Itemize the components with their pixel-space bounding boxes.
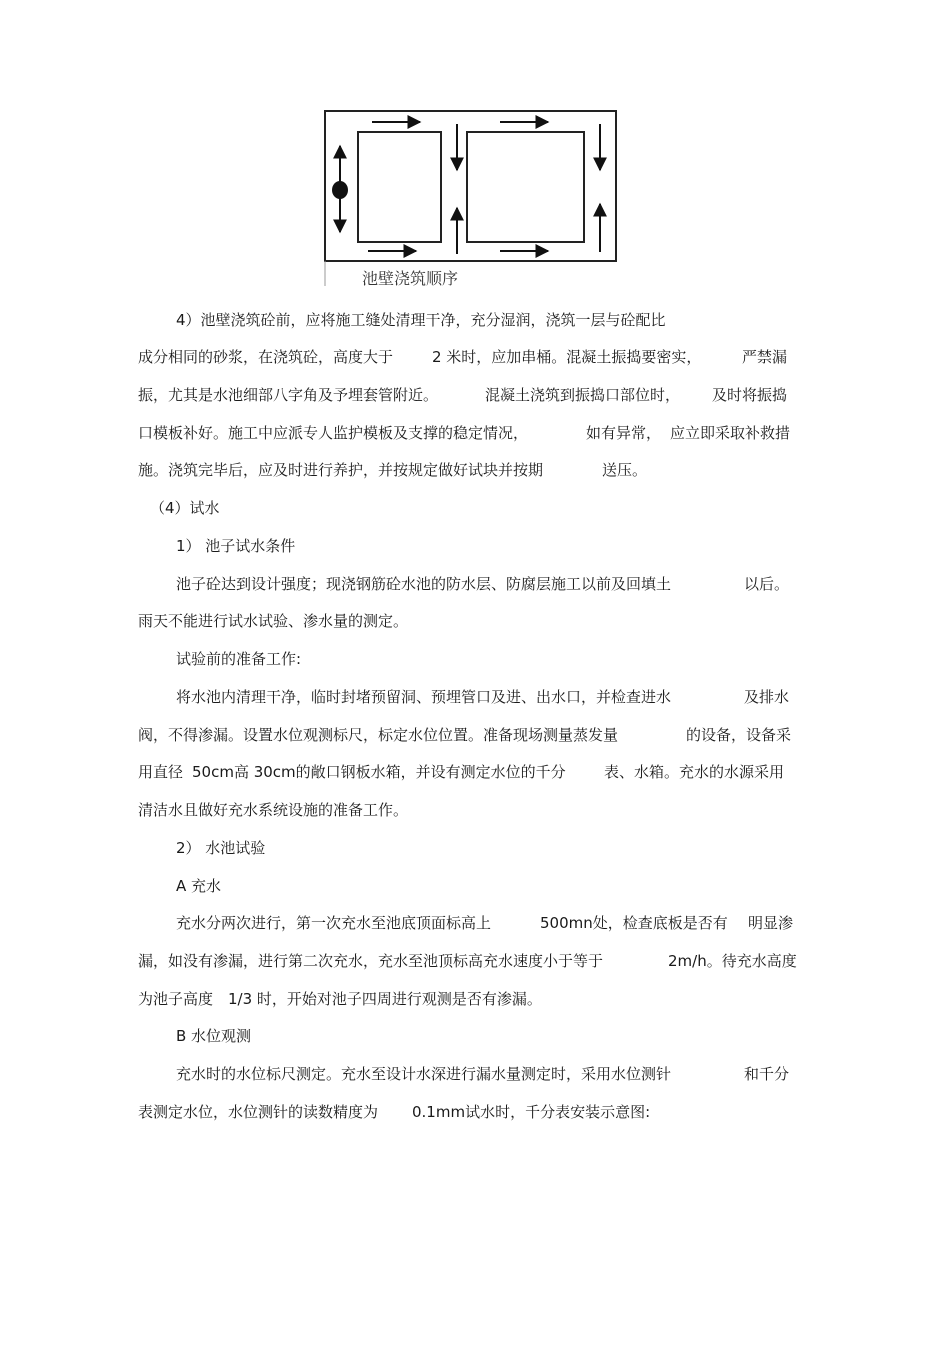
text-segment: 2m/h。待充水高度 [668, 952, 797, 970]
text-segment: （4）试水 [150, 499, 220, 517]
text-segment: 以后。 [744, 575, 790, 593]
text-segment: 1/3 时，开始对池子四周进行观测是否有渗漏。 [228, 990, 542, 1008]
text-segment: 表测定水位，水位测针的读数精度为 [138, 1103, 379, 1121]
text-segment: 及排水 [744, 688, 790, 706]
text-segment: 池子砼达到设计强度；现浇钢筋砼水池的防水层、防腐层施工以前及回填土 [176, 575, 672, 593]
text-segment: 振，尤其是水池细部八字角及予埋套管附近。 [138, 386, 439, 404]
text-segment: 漏，如没有渗漏，进行第二次充水，充水至池顶标高充水速度小于等于 [138, 952, 604, 970]
text-segment: 送压。 [602, 461, 648, 479]
text-segment: 口模板补好。施工中应派专人监护模板及支撑的稳定情况， [138, 424, 529, 442]
text-segment: 1） 池子试水条件 [176, 537, 296, 555]
text-segment: 2 米时，应加串桶。混凝土振捣要密实， [432, 348, 702, 366]
text-segment: 充水时的水位标尺测定。充水至设计水深进行漏水量测定时，采用水位测针 [176, 1065, 672, 1083]
text-segment: 阀，不得渗漏。设置水位观测标尺，标定水位位置。准备现场测量蒸发量 [138, 726, 619, 744]
start-point-dot [332, 181, 348, 199]
text-segment: 2） 水池试验 [176, 839, 266, 857]
text-segment: 4）池壁浇筑砼前，应将施工缝处清理干净，充分湿润，浇筑一层与砼配比 [176, 311, 666, 329]
text-segment: 和千分 [744, 1065, 790, 1083]
text-segment: 充水分两次进行，第一次充水至池底顶面标高上 [176, 914, 492, 932]
text-segment: 明显渗 [748, 914, 794, 932]
text-segment: 及时将振捣 [712, 386, 788, 404]
text-segment: 清洁水且做好充水系统设施的准备工作。 [138, 801, 409, 819]
text-segment: 表、水箱。充水的水源采用 [604, 763, 785, 781]
text-segment: 为池子高度 [138, 990, 214, 1008]
left-pool-box [358, 132, 441, 242]
text-segment: 严禁漏 [742, 348, 788, 366]
text-segment: 的设备，设备采 [686, 726, 792, 744]
text-segment: 500mn处，检查底板是否有 [540, 914, 728, 932]
right-pool-box [467, 132, 584, 242]
text-segment: 50cm高 30cm的敞口钢板水箱，并设有测定水位的千分 [192, 763, 566, 781]
pool-wall-pouring-diagram [324, 110, 618, 288]
text-segment: 成分相同的砂浆，在浇筑砼，高度大于 [138, 348, 394, 366]
text-segment: 0.1mm试水时，千分表安装示意图: [412, 1103, 651, 1121]
text-segment: 用直径 [138, 763, 184, 781]
text-segment: B 水位观测 [176, 1027, 252, 1045]
text-segment: 如有异常， [586, 424, 662, 442]
text-segment: 应立即采取补救措 [670, 424, 791, 442]
outer-frame [325, 111, 616, 261]
text-segment: 试验前的准备工作: [176, 650, 302, 668]
diagram-caption: 池壁浇筑顺序 [362, 269, 459, 288]
text-segment: 将水池内清理干净，临时封堵预留洞、预埋管口及进、出水口，并检查进水 [176, 688, 672, 706]
text-segment: 施。浇筑完毕后，应及时进行养护，并按规定做好试块并按期 [138, 461, 544, 479]
text-segment: 混凝土浇筑到振捣口部位时， [485, 386, 681, 404]
text-segment: 雨天不能进行试水试验、渗水量的测定。 [138, 612, 409, 630]
text-segment: A 充水 [176, 877, 222, 895]
